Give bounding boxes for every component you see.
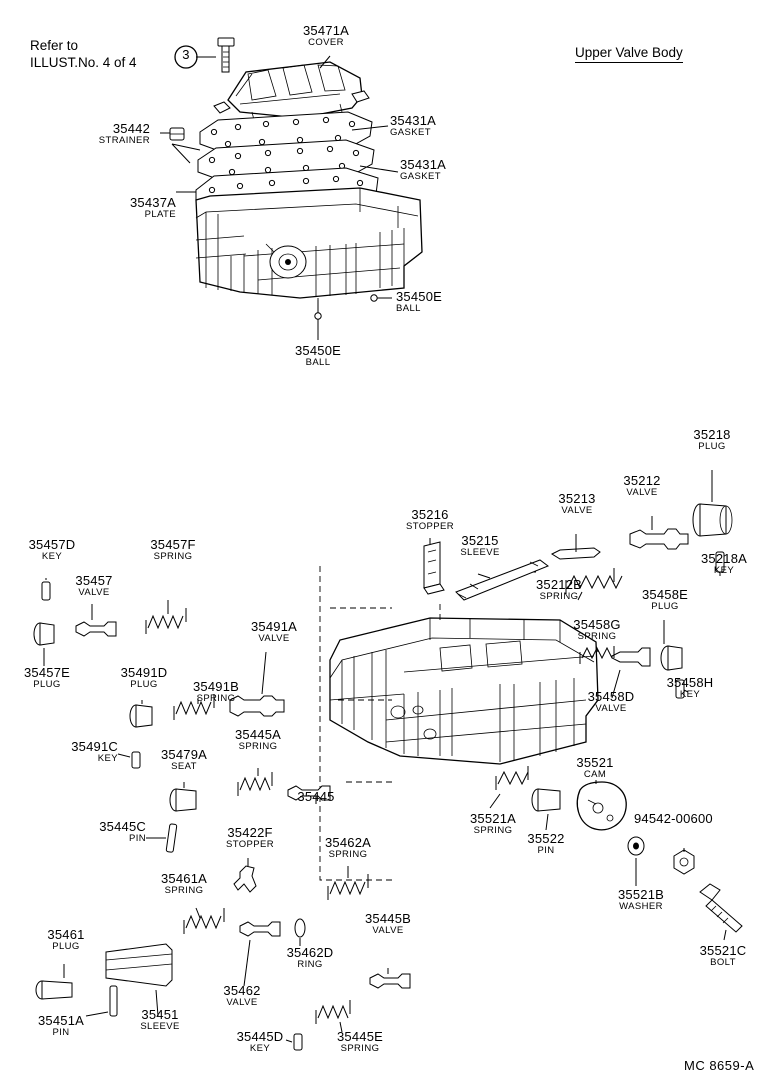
label-35491d: 35491D PLUG xyxy=(120,665,168,690)
refer-bubble-number: 3 xyxy=(182,47,190,62)
label-35445c: 35445C PIN xyxy=(99,819,146,844)
label-35522: 35522 PIN xyxy=(527,831,565,856)
label-35458h: 35458H KEY xyxy=(666,675,714,700)
label-35445b: 35445B VALVE xyxy=(364,911,412,936)
label-35215: 35215 SLEEVE xyxy=(460,533,500,558)
label-35442: 35442 STRAINER xyxy=(98,121,150,146)
label-35491b: 35491B SPRING xyxy=(192,679,240,704)
label-35437a: 35437A PLATE xyxy=(129,195,176,220)
label-35462d: 35462D RING xyxy=(286,945,334,970)
label-35431a-2: 35431A GASKET xyxy=(400,157,447,182)
label-35457e: 35457E PLUG xyxy=(23,665,71,690)
label-35445a: 35445A SPRING xyxy=(234,727,282,752)
label-35462a: 35462A SPRING xyxy=(324,835,372,860)
label-35445d: 35445D KEY xyxy=(236,1029,284,1054)
label-35451a: 35451A PIN xyxy=(37,1013,85,1038)
label-35491c: 35491C KEY xyxy=(71,739,118,764)
label-35431a-1: 35431A GASKET xyxy=(390,113,437,138)
label-35218a: 35218A KEY xyxy=(700,551,748,576)
label-35457f: 35457F SPRING xyxy=(150,537,196,562)
label-35212: 35212 VALVE xyxy=(623,473,661,498)
label-35458d: 35458D VALVE xyxy=(587,689,635,714)
label-35461a: 35461A SPRING xyxy=(160,871,208,896)
label-35445e: 35445E SPRING xyxy=(336,1029,384,1054)
label-35451: 35451 SLEEVE xyxy=(140,1007,180,1032)
label-35521a: 35521A SPRING xyxy=(469,811,517,836)
label-35212b: 35212B SPRING xyxy=(535,577,583,602)
sheet-code: MC 8659-A xyxy=(684,1058,755,1073)
page-title: Upper Valve Body xyxy=(575,45,683,63)
label-35479a: 35479A SEAT xyxy=(160,747,208,772)
label-35457: 35457 VALVE xyxy=(75,573,113,598)
label-35216: 35216 STOPPER xyxy=(405,507,455,532)
label-35521c: 35521C BOLT xyxy=(699,943,747,968)
label-35521: 35521 CAM xyxy=(576,755,614,780)
label-35450e-2: 35450E BALL xyxy=(294,343,342,368)
label-35491a: 35491A VALVE xyxy=(250,619,298,644)
label-35457d: 35457D KEY xyxy=(28,537,76,562)
label-35450e-1: 35450E BALL xyxy=(396,289,443,314)
label-35462: 35462 VALVE xyxy=(223,983,261,1008)
label-35422f: 35422F STOPPER xyxy=(225,825,275,850)
refer-note: Refer to ILLUST.No. 4 of 4 xyxy=(30,38,137,70)
label-35218: 35218 PLUG xyxy=(693,427,731,452)
label-35213: 35213 VALVE xyxy=(558,491,596,516)
label-94542-00600: 94542-00600 xyxy=(634,811,713,826)
label-35471a: 35471A COVER xyxy=(302,23,350,48)
label-35458g: 35458G SPRING xyxy=(573,617,621,642)
label-35461: 35461 PLUG xyxy=(47,927,85,952)
label-35458e: 35458E PLUG xyxy=(641,587,689,612)
label-35521b: 35521B WASHER xyxy=(617,887,665,912)
label-35445: 35445 xyxy=(297,789,335,804)
